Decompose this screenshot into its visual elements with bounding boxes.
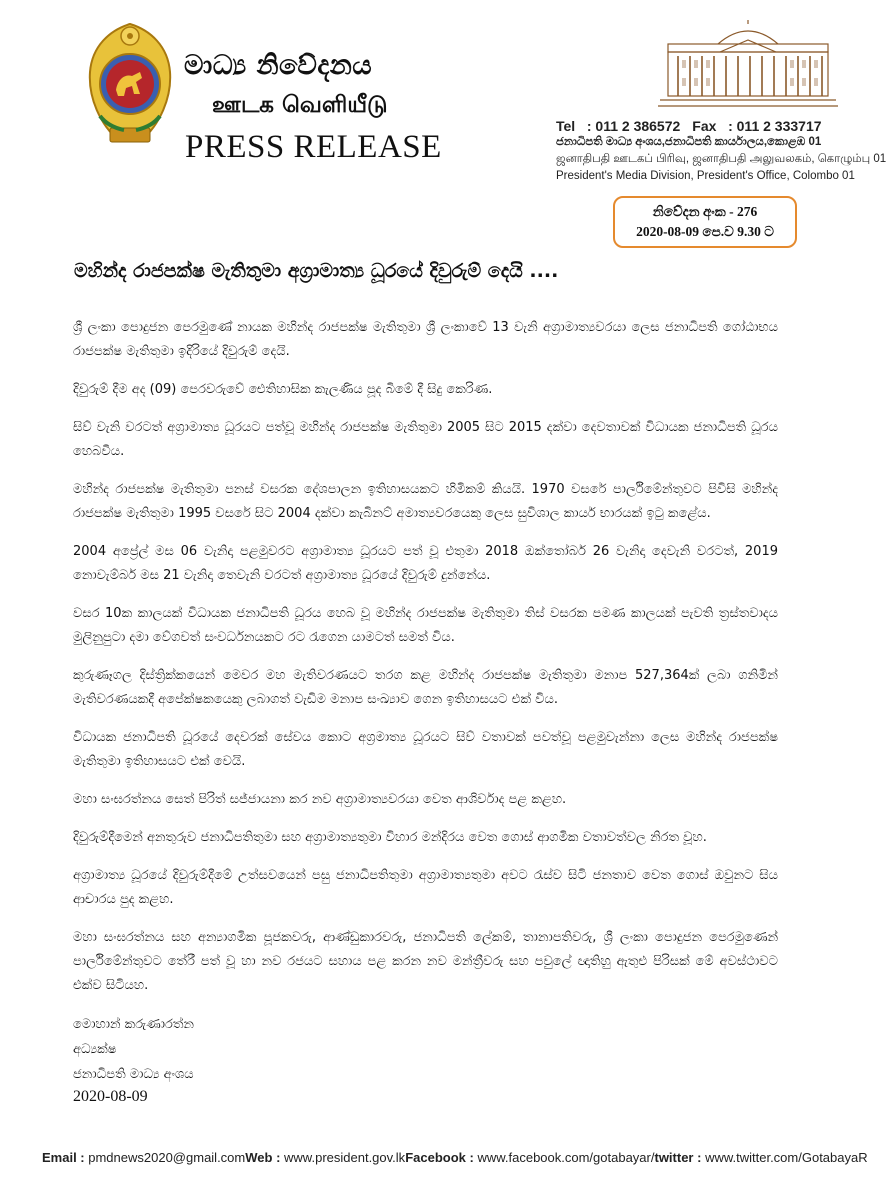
sri-lanka-emblem-logo (80, 20, 180, 150)
fax-value: : 011 2 333717 (728, 118, 822, 134)
press-release-body (73, 316, 778, 1012)
email-link[interactable]: pmdnews2020@gmail.com (88, 1150, 246, 1165)
fax-label: Fax (692, 118, 717, 134)
body-paragraph: වසර 10ක කාලයක් විධායක ජනාධිපති ධූරය හෙබ වූ මහින්ද රාජපක්ෂ මැතිතුමා තිස් වසරක පමණ කාලයක් පැවති ත්‍රස්තවාදය මුලිනුපුටා දමා වේගවත් සංවර්ධනයකට රට රැගෙන යාමටත් සමත් විය. (73, 606, 778, 645)
footer-email (42, 1150, 245, 1165)
tel-value: : 011 2 386572 (586, 118, 681, 134)
signatory-name: මොහාන් කරුණාරත්න (73, 1017, 194, 1032)
body-paragraph: සිව් වැනි වරටත් අග්‍රාමාත්‍ය ධූරයට පත්වූ මහින්ද රාජපක්ෂ මැතිතුමා 2005 සිට 2015 දක්වා දෙවතාවක් විධායක ජනාධිපති ධූරය හෙබවීය. (73, 420, 778, 459)
body-paragraph: අග්‍රාමාත්‍ය ධූරයේ දිවුරුම්දීමේ උත්සවයෙන් පසු ජනාධිපතිතුමා අග්‍රාමාත්‍යතුමා අවට රැස්ව සිටි ජනතාව වෙත ගොස් ඔවුනට සිය ආචාරය පුද කළහ. (73, 868, 778, 907)
twitter-label: twitter : (654, 1150, 702, 1165)
release-datetime: 2020-08-09 පෙ.ව 9.30 ට (636, 224, 774, 239)
title-tamil: ஊடக வெளியீடு (212, 92, 388, 118)
phone-fax-line (556, 118, 841, 134)
body-paragraph: දිවුරුම් දීම අද (09) පෙරවරුවේ ඓතිහාසික කැලණිය පූද බිමේ දී සිදු කෙරිණ. (73, 382, 493, 397)
address-sinhala: ජනාධිපති මාධ්‍ය අංශය,ජනාධිපති කාර්යාලය,කොළඹ 01 (556, 136, 822, 148)
footer-contacts (42, 1150, 868, 1165)
address-english: President's Media Division, President's Office, Colombo 01 (556, 170, 855, 182)
body-paragraph: කුරුණෑගල දිස්ත්‍රික්කයෙන් මෙවර මහ මැතිවරණයට තරග කළ මහින්ද රාජපක්ෂ මැතිතුමා මනාප 527,364ක් ලබා ගනිමින් මැතිවරණයකදී අපේක්ෂකයෙකු ලබාගත් වැඩිම මනාප සංඛ්‍යාව ගෙන ඉතිහාසයට එක් විය. (73, 668, 778, 707)
title-english: PRESS RELEASE (185, 129, 442, 165)
footer-twitter (654, 1150, 867, 1165)
body-paragraph: මහින්ද රාජපක්ෂ මැතිතුමා පනස් වසරක දේශපාලන ඉතිහාසයකට හිමිකම් කියයි. 1970 වසරේ පාර්ලිමේන්තුවට පිවිසි මහින්ද රාජපක්ෂ මැතිතුමා 1995 වසරේ සිට 2004 දක්වා කැබිනට් අමාත්‍යවරයෙකු ලෙස සුවිශාල කාර්ය භාරයක් ඉටු කළේය. (73, 482, 778, 521)
signatory-position: අධ්‍යක්ෂ (73, 1042, 117, 1057)
signature-block (73, 1012, 194, 1087)
address-tamil: ஜனாதிபதி ஊடகப் பிரிவு, ஜனாதிபதி அலுவலகம், கொழும்பு 01 (556, 153, 886, 165)
body-paragraph: දිවුරුම්දීමෙන් අනතුරුව ජනාධිපතිතුමා සහ අග්‍රාමාත්‍යතුමා විහාර මන්දිරය වෙත ගොස් ආගමික වතාවත්වල නිරත වූහ. (73, 830, 707, 845)
signatory-division: ජනාධිපති මාධ්‍ය අංශය (73, 1067, 194, 1082)
twitter-link[interactable]: www.twitter.com/GotabayaR (705, 1150, 868, 1165)
press-release-headline: මහින්ද රාජපක්ෂ මැතිතුමා අග්‍රාමාත්‍ය ධූරයේ දිවුරුම් දෙයි .... (74, 260, 559, 282)
title-sinhala: මාධ්‍ය නිවේදනය (184, 50, 373, 81)
footer-web (245, 1150, 405, 1165)
web-label: Web : (245, 1150, 281, 1165)
body-paragraph: මහා සංඝරත්නය සෙත් පිරිත් සජ්ජායනා කර නව අග්‍රාමාත්‍යවරයා වෙත ආශිර්වාද පළ කළහ. (73, 792, 567, 807)
body-paragraph: මහා සංඝරත්නය සහ අන්‍යාගමික පූජකවරු, ආණ්ඩුකාරවරු, ජනාධිපති ලේකම්, තානාපතිවරු, ශ්‍රී ලංකා පොදුජන පෙරමුණෙන් පාර්ලිමේන්තුවට තේරී පත් වූ හා නව රජයට සහාය පළ කරන නව මන්ත්‍රීවරු සහ පවුලේ ඥාතිහු ඇතුළු පිරිසක් මේ අවස්ථාවට එක්ව සිටියහ. (73, 930, 778, 993)
facebook-label: Facebook : (405, 1150, 474, 1165)
web-link[interactable]: www.president.gov.lk (284, 1150, 406, 1165)
footer-facebook (405, 1150, 654, 1165)
facebook-link[interactable]: www.facebook.com/gotabayar/ (477, 1150, 655, 1165)
contact-block (556, 118, 886, 185)
email-label: Email : (42, 1150, 85, 1165)
body-paragraph: 2004 අප්‍රේල් මස 06 වැනිදා පළමුවරට අග්‍රාමාත්‍ය ධූරයට පත් වූ එතුමා 2018 ඔක්තෝබර් 26 වැනිදා දෙවැනි වරටත්, 2019 නොවැම්බර් මස 21 වැනිදා තෙවැනි වරටත් අග්‍රාමාත්‍ය ධූරයේ දිවුරුම් දුන්නේය. (73, 544, 778, 583)
presidential-secretariat-building-image (658, 20, 838, 110)
release-date: 2020-08-09 (73, 1088, 148, 1105)
body-paragraph: විධායක ජනාධිපති ධූරයේ දෙවරක් සේවය කොට අග්‍රමාත්‍ය ධූරයට සිව් වතාවක් පවත්වූ පළමුවැන්නා ලෙස මහින්ද රාජපක්ෂ මැතිතුමා ඉතිහාසයට එක් වෙයි. (73, 730, 778, 769)
body-paragraph: ශ්‍රී ලංකා පොදුජන පෙරමුණේ නායක මහින්ද රාජපක්ෂ මැතිතුමා ශ්‍රී ලංකාවේ 13 වැනි අග්‍රාමාත්‍යවරයා ලෙස ජනාධිපති ගෝඨාභය රාජපක්ෂ මැතිතුමා ඉදිරියේ දිවුරුම් දෙයි. (73, 320, 778, 359)
release-number: නිවේදන අංක - 276 (652, 204, 758, 219)
tel-label: Tel (556, 118, 576, 134)
release-reference-box (613, 196, 797, 248)
